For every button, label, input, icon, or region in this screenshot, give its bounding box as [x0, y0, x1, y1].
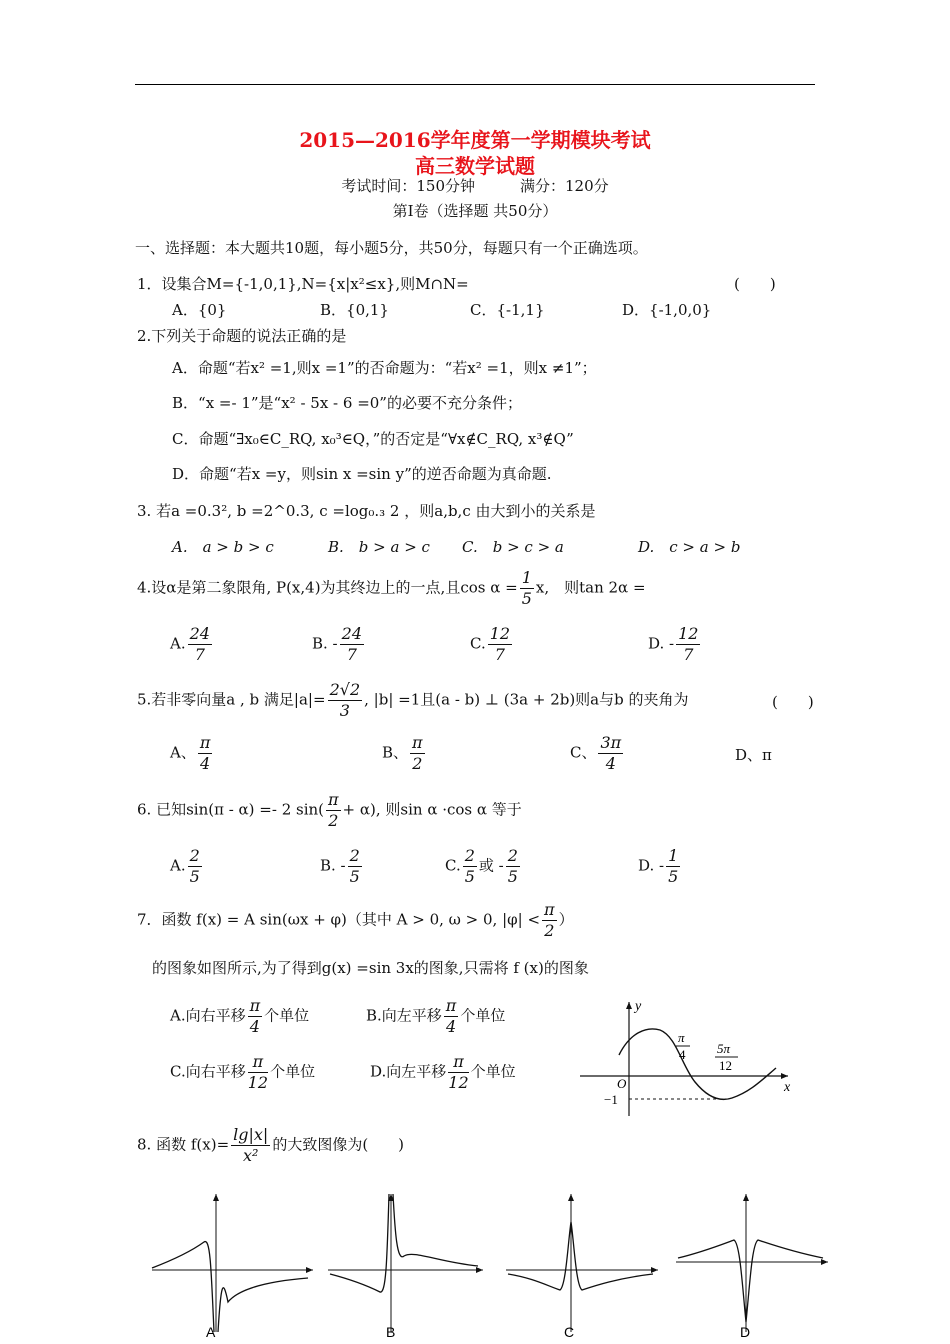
- q5-stem: 5.若非零向量a , b 满足|a|= $\frac{2√2}{3}$ , |b| =1且(a - b) ⊥ (3a + 2b)则a与b 的夹角为: [137, 680, 689, 720]
- q4-stem: 4.设α是第二象限角, P(x,4)为其终边上的一点,且cos α = $\frac{1}{5}$ x, 则tan 2α =: [137, 568, 646, 608]
- q8-graph-d: [676, 1194, 828, 1340]
- header-rule: [135, 84, 815, 85]
- q3-option-a: A. a > b > c: [172, 538, 274, 556]
- q8-graph-c: [506, 1194, 658, 1340]
- q6-option-c: C. $\frac{2}{5}$ 或 - $\frac{2}{5}$: [445, 846, 518, 886]
- graph-minus-one-label: −1: [604, 1092, 618, 1107]
- q1-stem: 1．设集合M={-1,0,1},N={x|x²≤x},则M∩N=: [137, 275, 469, 293]
- graph-y-label: y: [635, 999, 642, 1014]
- q8-label-c: C: [564, 1324, 575, 1340]
- q6-option-b: B. - $\frac{2}{5}$: [320, 846, 360, 886]
- q7-stem-line2: 的图象如图所示,为了得到g(x) =sin 3x的图象,只需将 f (x)的图象: [152, 959, 589, 977]
- q4-option-d: D. - $\frac{12}{7}$: [648, 624, 699, 664]
- graph-origin-label: O: [617, 1076, 627, 1091]
- q5-option-b: B、 $\frac{\pi}{2}$: [382, 733, 423, 773]
- exam-subtitle: 高三数学试题: [415, 154, 535, 178]
- graph-x-label: x: [784, 1080, 791, 1095]
- section-heading: 一、选择题：本大题共10题，每小题5分，共50分，每题只有一个正确选项。: [135, 239, 648, 257]
- q2-option-c: C．命题“∃x₀∈C_RQ, x₀³∈Q，”的否定是“∀x∉C_RQ, x³∉Q”: [172, 430, 574, 448]
- graph-tick2-num: 5π: [717, 1041, 731, 1056]
- q7-option-c: C.向右平移 $\frac{\pi}{12}$ 个单位: [170, 1052, 316, 1092]
- q7-option-a: A.向右平移 $\frac{\pi}{4}$ 个单位: [170, 996, 310, 1036]
- q1-option-c: C．{-1,1}: [470, 301, 545, 319]
- q8-label-a: A: [206, 1324, 216, 1340]
- volume-label: 第Ⅰ卷（选择题 共50分）: [392, 202, 558, 220]
- graph-tick1-num: π: [678, 1030, 685, 1045]
- exam-title: 2015—2016学年度第一学期模块考试: [299, 128, 651, 152]
- q5-option-c: C、 $\frac{3\pi}{4}$: [570, 733, 622, 773]
- q8-stem: 8. 函数 f(x)= $\frac{\lg|x|}{\text{x²}}$ 的大致图像为( ): [137, 1125, 405, 1165]
- q5-option-a: A、 $\frac{\pi}{4}$: [170, 733, 211, 773]
- graph-tick1-den: 4: [679, 1047, 686, 1062]
- q2-option-a: A．命题“若x² =1,则x =1”的否命题为：“若x² =1，则x ≠1”；: [172, 359, 597, 377]
- q3-option-d: D. c > a > b: [638, 538, 741, 556]
- q2-option-d: D．命题“若x =y，则sin x =sin y”的逆否命题为真命题.: [172, 465, 552, 483]
- q5-answer-paren: ( ): [772, 693, 814, 711]
- q8-graph-a: [152, 1194, 313, 1340]
- q7-option-d: D.向左平移 $\frac{\pi}{12}$ 个单位: [370, 1052, 516, 1092]
- q2-stem: 2.下列关于命题的说法正确的是: [137, 327, 347, 345]
- q4-option-a: A. $\frac{24}{7}$: [170, 624, 210, 664]
- q3-option-b: B. b > a > c: [328, 538, 430, 556]
- q1-option-b: B．{0,1}: [320, 301, 389, 319]
- q6-option-a: A. $\frac{2}{5}$: [170, 846, 200, 886]
- q4-option-b: B. - $\frac{24}{7}$: [312, 624, 362, 664]
- q8-label-b: B: [386, 1324, 396, 1340]
- q7-stem: 7．函数 f(x) = A sin(ωx + φ)（其中 A > 0, ω > 0, |φ| < $\frac{\pi}{2}$ ）: [137, 900, 574, 940]
- q6-stem: 6. 已知sin(π - α) =- 2 sin( $\frac{\pi}{2}$ + α), 则sin α ·cos α 等于: [137, 790, 522, 830]
- q3-stem: 3. 若a =0.3², b =2^0.3, c =log₀.₃ 2 ，则a,b,c 由大到小的关系是: [137, 502, 596, 520]
- q8-label-d: D: [740, 1324, 751, 1340]
- q7-sine-graph: [580, 998, 795, 1118]
- q3-option-c: C. b > c > a: [462, 538, 564, 556]
- q7-option-b: B.向左平移 $\frac{\pi}{4}$ 个单位: [366, 996, 506, 1036]
- graph-tick2-den: 12: [719, 1058, 732, 1073]
- q1-answer-paren: ( ): [734, 275, 776, 293]
- q4-option-c: C. $\frac{12}{7}$: [470, 624, 511, 664]
- q1-option-d: D．{-1,0,0}: [622, 301, 712, 319]
- q1-option-a: A．{0}: [172, 301, 227, 319]
- q8-graph-b: [328, 1194, 483, 1340]
- q6-option-d: D. - $\frac{1}{5}$: [638, 846, 679, 886]
- q5-option-d: D、π: [735, 746, 772, 764]
- q2-option-b: B．“x =- 1”是“x² - 5x - 6 =0”的必要不充分条件；: [172, 394, 522, 412]
- exam-info: 考试时间：150分钟 满分：120分: [341, 177, 609, 195]
- q8-graph-options: [148, 1182, 833, 1342]
